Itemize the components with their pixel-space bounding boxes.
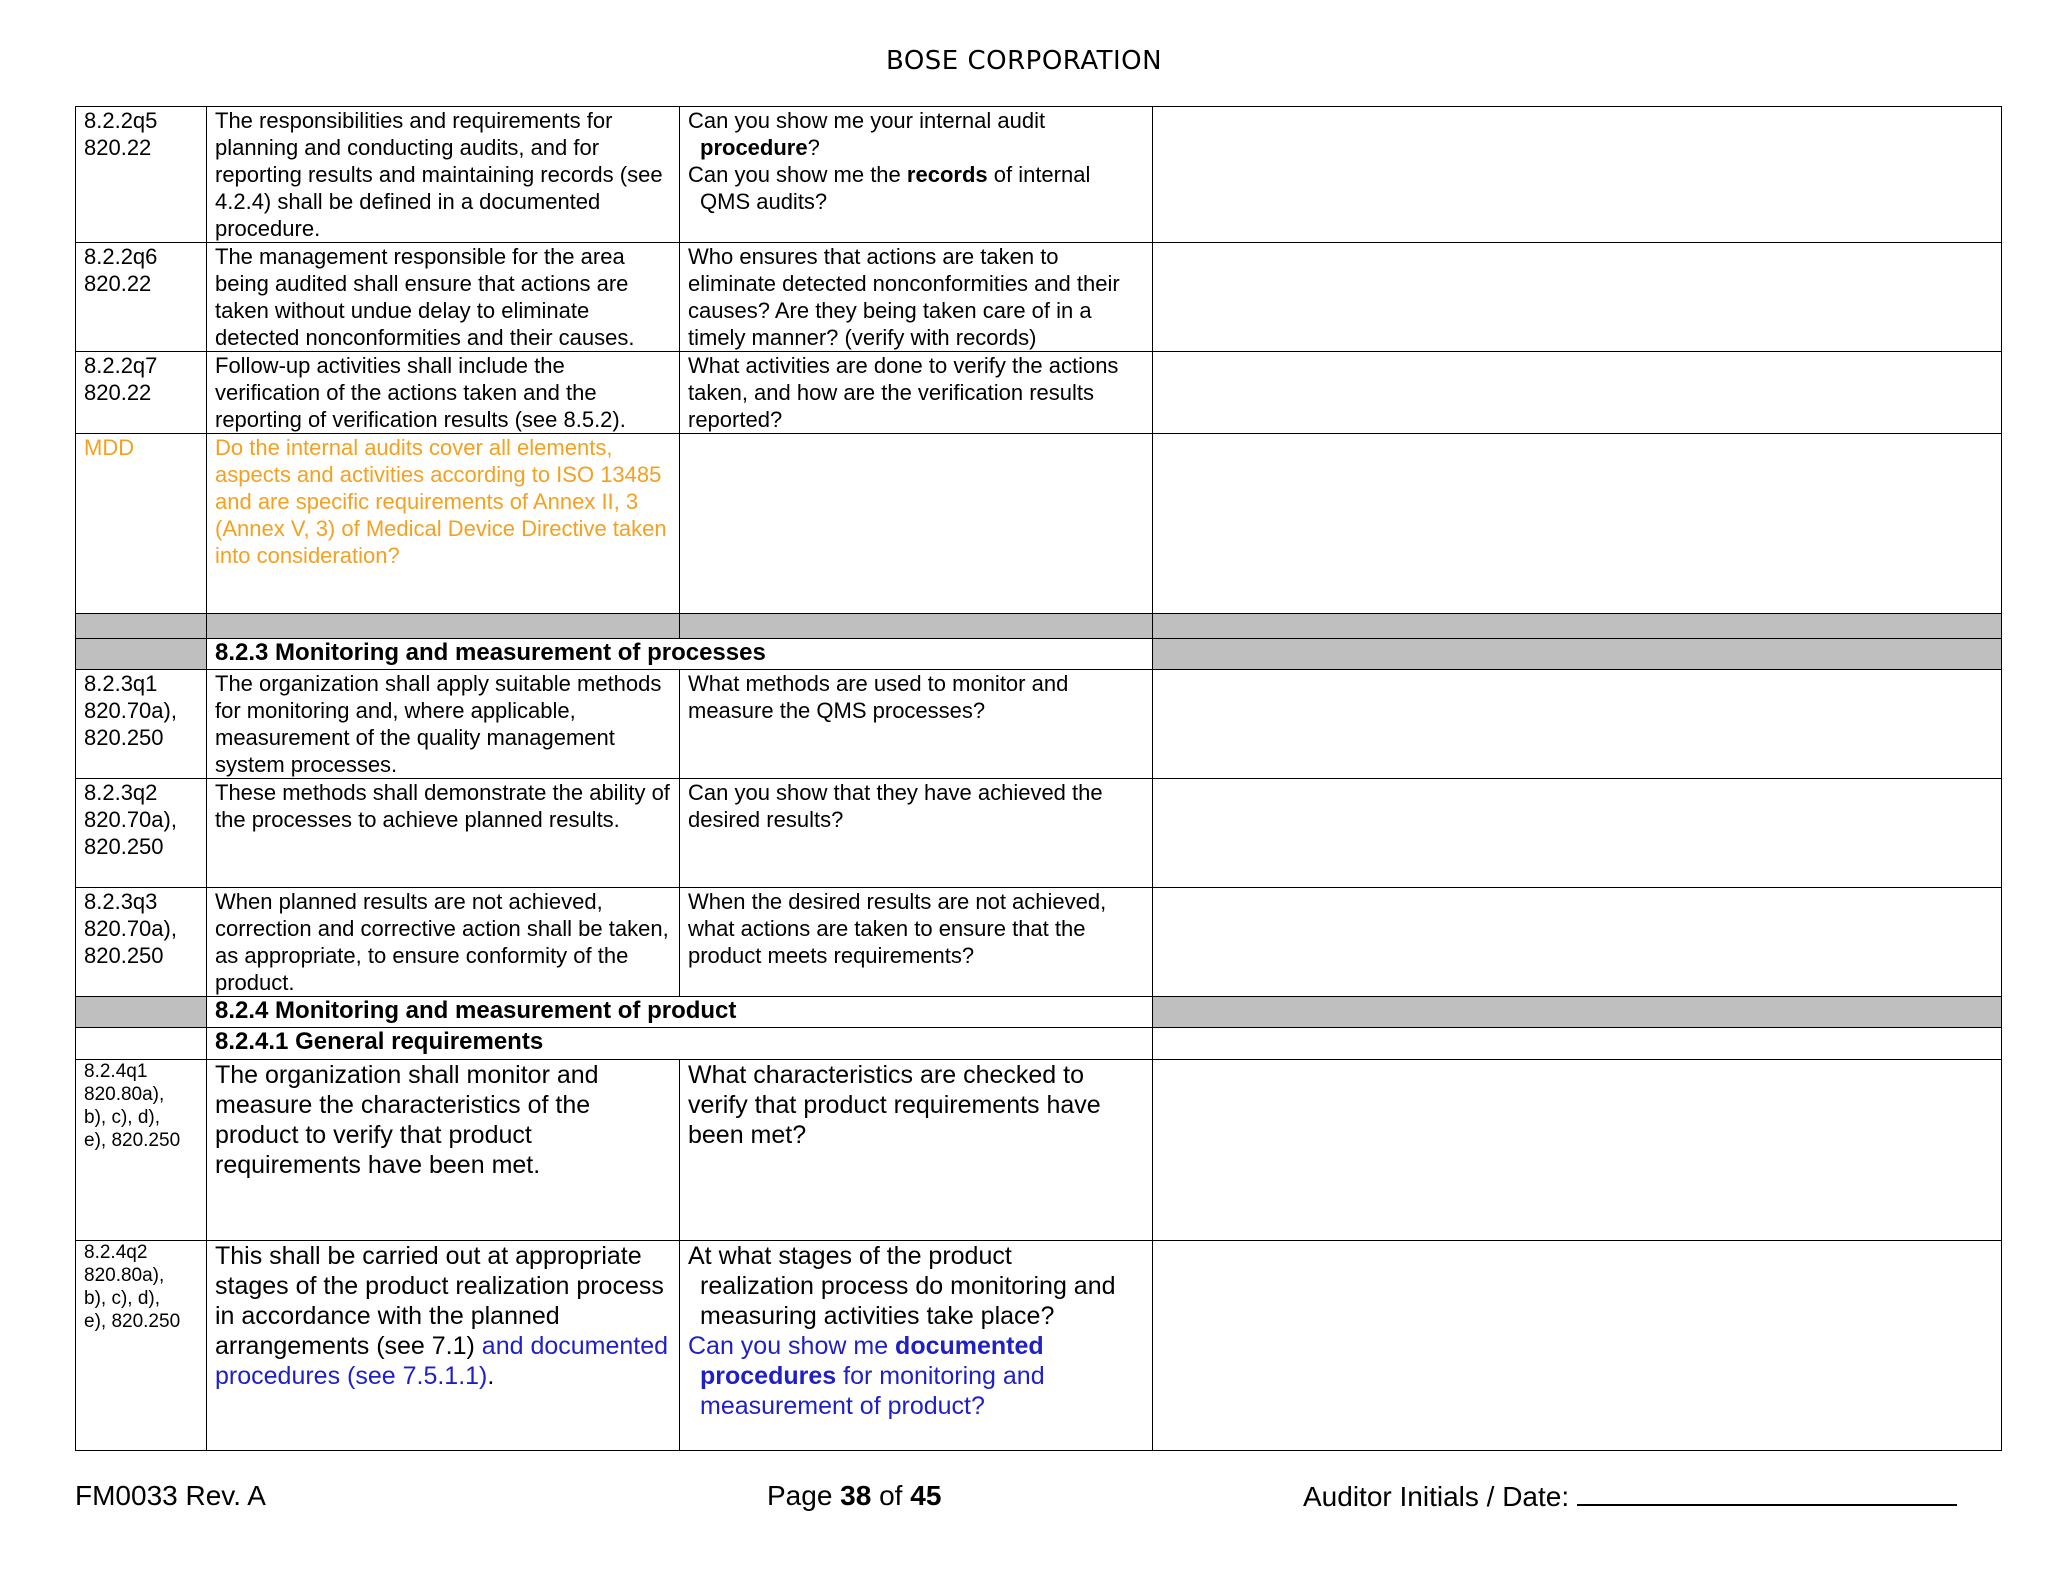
requirement-text: When planned results are not achieved, correction and corrective action shall be taken, as appropriate, to ensure conformity of the product.	[207, 888, 680, 997]
clause-ref: 8.2.2q6 820.22	[76, 243, 207, 352]
audit-question: What activities are done to verify the actions taken, and how are the verification results reported?	[680, 352, 1153, 434]
clause-ref: MDD	[76, 434, 207, 614]
audit-question: What methods are used to monitor and measure the QMS processes?	[680, 670, 1153, 779]
requirement-text: Follow-up activities shall include the verification of the actions taken and the reporting of verification results (see 8.5.2).	[207, 352, 680, 434]
table-row	[76, 243, 2002, 352]
audit-question: When the desired results are not achieved, what actions are taken to ensure that the product meets requirements?	[680, 888, 1153, 997]
clause-ref: 8.2.4q2 820.80a), b), c), d), e), 820.250	[76, 1241, 207, 1451]
clause-ref: 8.2.3q2 820.70a), 820.250	[76, 779, 207, 888]
requirement-text: Do the internal audits cover all elements, aspects and activities according to ISO 13485 and are specific requirements of Annex II, 3 (Annex V, 3) of Medical Device Directive taken into consideration?	[207, 434, 680, 614]
clause-ref: 8.2.4q1 820.80a), b), c), d), e), 820.250	[76, 1060, 207, 1241]
table-row	[76, 670, 2002, 779]
audit-table	[75, 106, 2002, 1451]
table-row	[76, 888, 2002, 997]
table-row	[76, 434, 2002, 614]
audit-question: Who ensures that actions are taken to eliminate detected nonconformities and their causes? Are they being taken care of in a timely manner? (verify with records)	[680, 243, 1153, 352]
audit-question: Can you show that they have achieved the desired results?	[680, 779, 1153, 888]
section-row	[76, 1028, 2002, 1060]
section-title: 8.2.3 Monitoring and measurement of processes	[207, 639, 1153, 670]
form-number: FM0033 Rev. A	[75, 1480, 266, 1511]
audit-question: What characteristics are checked to verify that product requirements have been met?	[680, 1060, 1153, 1241]
page-number: Page 38 of 45	[767, 1480, 942, 1511]
document-header: BOSE CORPORATION	[885, 46, 1163, 76]
notes-cell[interactable]	[1153, 888, 2002, 997]
spacer-row	[76, 614, 2002, 639]
audit-question: Can you show me your internal audit procedure? Can you show me the records of internal QMS audits?	[680, 107, 1153, 243]
audit-question: At what stages of the product realization process do monitoring and measuring activities take place? Can you show me documented procedures for monitoring and measurement of product?	[680, 1241, 1153, 1451]
table-row	[76, 1060, 2002, 1241]
clause-ref: 8.2.2q7 820.22	[76, 352, 207, 434]
section-row	[76, 639, 2002, 670]
notes-cell[interactable]	[1153, 779, 2002, 888]
notes-cell[interactable]	[1153, 243, 2002, 352]
requirement-text: The management responsible for the area being audited shall ensure that actions are taken without undue delay to eliminate detected nonconformities and their causes.	[207, 243, 680, 352]
clause-ref: 8.2.3q1 820.70a), 820.250	[76, 670, 207, 779]
notes-cell[interactable]	[1153, 352, 2002, 434]
requirement-text: These methods shall demonstrate the ability of the processes to achieve planned results.	[207, 779, 680, 888]
signature-line[interactable]	[1577, 1480, 1957, 1506]
requirement-text: This shall be carried out at appropriate stages of the product realization process in accordance with the planned arrangements (see 7.1) and documented procedures (see 7.5.1.1).	[207, 1241, 680, 1451]
clause-ref: 8.2.2q5 820.22	[76, 107, 207, 243]
notes-cell[interactable]	[1153, 107, 2002, 243]
audit-question	[680, 434, 1153, 614]
clause-ref: 8.2.3q3 820.70a), 820.250	[76, 888, 207, 997]
table-row	[76, 1241, 2002, 1451]
notes-cell[interactable]	[1153, 670, 2002, 779]
subsection-title: 8.2.4.1 General requirements	[207, 1028, 1153, 1060]
section-title: 8.2.4 Monitoring and measurement of product	[207, 997, 1153, 1028]
notes-cell[interactable]	[1153, 1241, 2002, 1451]
auditor-initials-date: Auditor Initials / Date:	[1303, 1480, 1957, 1513]
table-row	[76, 352, 2002, 434]
table-row	[76, 107, 2002, 243]
requirement-text: The organization shall apply suitable methods for monitoring and, where applicable, measurement of the quality management system processes.	[207, 670, 680, 779]
table-row	[76, 779, 2002, 888]
notes-cell[interactable]	[1153, 1060, 2002, 1241]
section-row	[76, 997, 2002, 1028]
requirement-text: The responsibilities and requirements for planning and conducting audits, and for reporting results and maintaining records (see 4.2.4) shall be defined in a documented procedure.	[207, 107, 680, 243]
requirement-text: The organization shall monitor and measure the characteristics of the product to verify that product requirements have been met.	[207, 1060, 680, 1241]
notes-cell[interactable]	[1153, 434, 2002, 614]
